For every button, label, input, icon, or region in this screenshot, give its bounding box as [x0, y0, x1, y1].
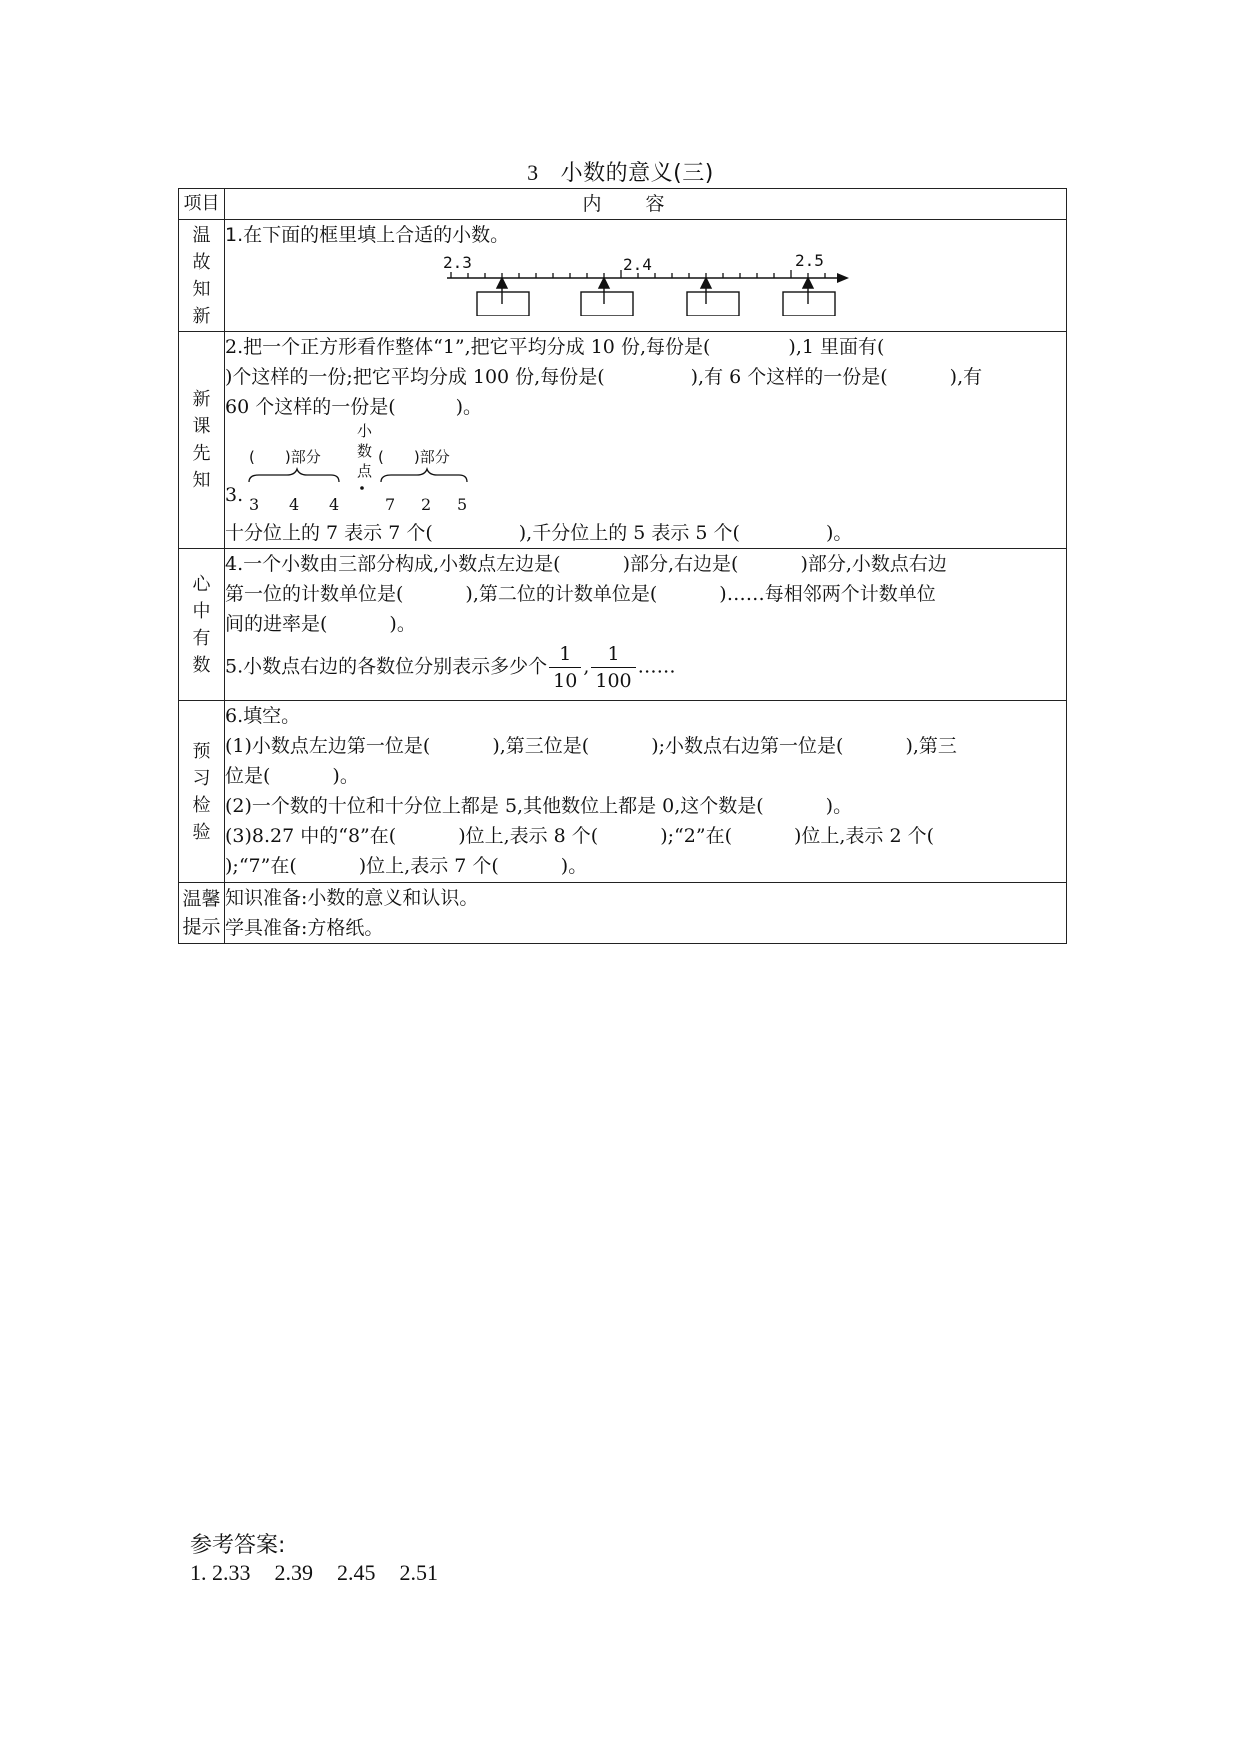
svg-text:4: 4	[329, 495, 340, 514]
worksheet-table	[178, 188, 1067, 944]
section-tips	[179, 883, 1067, 944]
question-4: 4.一个小数由三部分构成,小数点左边是( )部分,右边是( )部分,小数点右边 第一位的计数单位是( ),第二位的计数单位是( )……每相邻两个计数单位 间的进率是( )。	[225, 553, 947, 635]
svg-text:小: 小	[357, 422, 373, 440]
answers-heading: 参考答案:	[190, 1533, 286, 1558]
answers-line-1: 1. 2.33 2.39 2.45 2.51	[190, 1560, 438, 1585]
axis-arrow-icon	[837, 273, 849, 283]
section-label-preview: 新 课 先 知	[179, 332, 225, 549]
svg-text:2: 2	[421, 495, 432, 514]
right-brace-icon	[381, 469, 467, 482]
answer-boxes	[477, 292, 835, 316]
answer-box-4[interactable]	[783, 292, 835, 316]
svg-text:数: 数	[357, 442, 373, 460]
section-label-review: 温 故 知 新	[179, 220, 225, 332]
pointer-arrows	[497, 278, 813, 304]
svg-text:4: 4	[289, 495, 300, 514]
decimal-structure-diagram	[245, 422, 545, 518]
answer-box-1[interactable]	[477, 292, 529, 316]
section-label-tips: 温馨 提示	[179, 883, 225, 944]
left-brace-icon	[249, 469, 339, 482]
number-line-svg	[225, 246, 1085, 316]
page-title: 3 小数的意义(三)	[527, 160, 714, 186]
section-mind	[179, 549, 1067, 701]
section-review	[179, 220, 1067, 332]
svg-text:3: 3	[249, 495, 260, 514]
svg-text:( )部分: ( )部分	[378, 448, 450, 466]
question-3-fill: 十分位上的 7 表示 7 个( ),千分位上的 5 表示 5 个( )。	[225, 522, 853, 544]
tick-label-2-4: 2.4	[623, 255, 652, 274]
question-6-1: (1)小数点左边第一位是( ),第三位是( );小数点右边第一位是( ),第三 位是( )。	[225, 735, 957, 787]
fraction-1-100: $\frac{1}{100}$	[591, 641, 635, 694]
tips-tools: 学具准备:方格纸。	[225, 917, 384, 939]
question-6-3: (3)8.27 中的“8”在( )位上,表示 8 个( );“2”在( )位上,表示 2 个( );“7”在( )位上,表示 7 个( )。	[225, 825, 935, 877]
question-6-2: (2)一个数的十位和十分位上都是 5,其他数位上都是 0,这个数是( )。	[225, 795, 853, 817]
header-col-content: 内容	[225, 189, 1067, 220]
question-5: 5.小数点右边的各数位分别表示多少个 $\frac{1}{10}$ , $\frac{1}{100}$ ……	[225, 643, 676, 692]
answer-box-2[interactable]	[581, 292, 633, 316]
section-label-check: 预 习 检 验	[179, 701, 225, 883]
fraction-1-10: $\frac{1}{10}$	[549, 641, 581, 694]
question-2: 2.把一个正方形看作整体“1”,把它平均分成 10 份,每份是( ),1 里面有( )个这样的一份;把它平均分成 100 份,每份是( ),有 6 个这样的一份是( ),有 60 个这样的一份是( )。	[225, 336, 983, 418]
svg-text:7: 7	[385, 495, 396, 514]
number-line	[225, 250, 1066, 318]
tips-knowledge: 知识准备:小数的意义和认识。	[225, 887, 479, 909]
svg-text:点: 点	[357, 462, 373, 480]
tick-label-2-5: 2.5	[795, 251, 824, 270]
question-1: 1.在下面的框里填上合适的小数。	[225, 224, 510, 246]
question-6: 6.填空。	[225, 705, 301, 727]
section-preview	[179, 332, 1067, 549]
header-col-item: 项目	[179, 189, 225, 220]
answer-box-3[interactable]	[687, 292, 739, 316]
section-label-mind: 心 中 有 数	[179, 549, 225, 701]
question-3-structure: 3. ( )部分 ( )部分 小 数 点 3 4 4 7 2 5	[225, 422, 1066, 518]
tick-label-2-3: 2.3	[443, 253, 472, 272]
decimal-point-icon	[360, 486, 364, 490]
svg-text:( )部分: ( )部分	[249, 448, 321, 466]
svg-text:5: 5	[457, 495, 468, 514]
section-check	[179, 701, 1067, 883]
header-row	[179, 189, 1067, 220]
